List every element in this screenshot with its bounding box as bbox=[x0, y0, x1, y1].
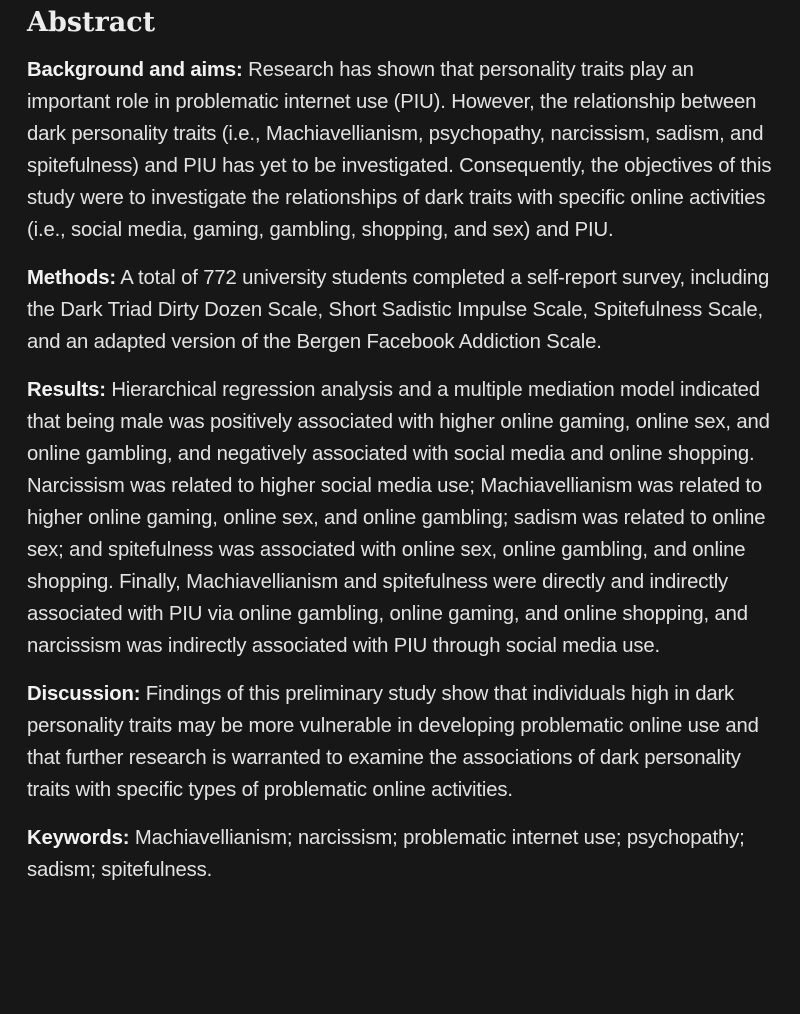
methods-label: Methods: bbox=[27, 267, 116, 289]
results-section bbox=[27, 374, 776, 662]
background-label: Background and aims: bbox=[27, 59, 243, 81]
background-section bbox=[27, 54, 776, 246]
abstract-heading: Abstract bbox=[27, 7, 156, 38]
discussion-text: Findings of this preliminary study show that individuals high in dark personality traits may be more vulnerable in developing problematic online use and that further research is warranted to examine the associations of dark personality traits with specific types of problematic online activities. bbox=[27, 683, 759, 801]
discussion-label: Discussion: bbox=[27, 683, 141, 705]
discussion-section bbox=[27, 678, 776, 806]
keywords-text: Machiavellianism; narcissism; problematic internet use; psychopathy; sadism; spitefulness. bbox=[27, 827, 745, 881]
keywords-section bbox=[27, 822, 776, 886]
results-label: Results: bbox=[27, 379, 106, 401]
methods-section bbox=[27, 262, 776, 358]
methods-text: A total of 772 university students completed a self-report survey, including the Dark Triad Dirty Dozen Scale, Short Sadistic Impulse Scale, Spitefulness Scale, and an adapted version of the Bergen Facebook Addiction Scale. bbox=[27, 267, 770, 353]
keywords-label: Keywords: bbox=[27, 827, 130, 849]
results-text: Hierarchical regression analysis and a multiple mediation model indicated that being male was positively associated with higher online gaming, online sex, and online gambling, and negatively associated with social media and online shopping. Narcissism was related to higher social media use; Machiavellianism was related to higher online gaming, online sex, and online gambling; sadism was related to online sex; and spitefulness was associated with online sex, online gambling, and online shopping. Finally, Machiavellianism and spitefulness were directly and indirectly associated with PIU via online gambling, online gaming, and online shopping, and narcissism was indirectly associated with PIU through social media use. bbox=[27, 379, 770, 657]
background-text: Research has shown that personality traits play an important role in problematic internet use (PIU). However, the relationship between dark personality traits (i.e., Machiavellianism, psychopathy, narcissism, sadism, and spitefulness) and PIU has yet to be investigated. Consequently, the objectives of this study were to investigate the relationships of dark traits with specific online activities (i.e., social media, gaming, gambling, shopping, and sex) and PIU. bbox=[27, 59, 772, 241]
